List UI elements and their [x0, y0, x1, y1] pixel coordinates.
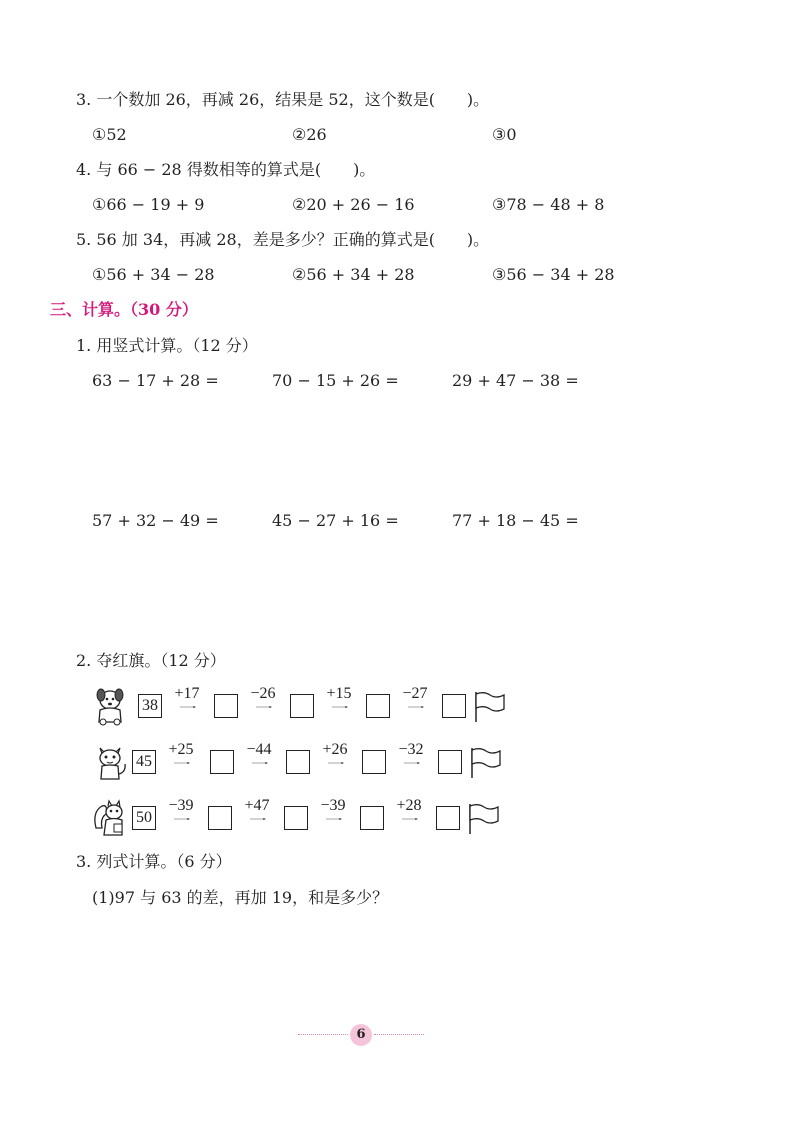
answer-box[interactable]: [214, 694, 238, 718]
q3-option-2: ②26: [292, 125, 327, 144]
vertical-calc-4: 57 + 32 − 49 =: [92, 511, 219, 530]
arrow-icon: [236, 762, 284, 764]
answer-box[interactable]: [208, 806, 232, 830]
q3-option-3: ③0: [492, 125, 517, 144]
arrow-icon: [158, 818, 206, 820]
arrow-icon: [316, 706, 364, 708]
chain-3-op-4: +28: [396, 797, 422, 814]
flag-icon: [466, 802, 500, 836]
q5-option-2: ②56 + 34 + 28: [292, 265, 415, 284]
flag-chain-3: [92, 798, 512, 838]
arrow-icon: [386, 818, 434, 820]
arrow-icon: [310, 818, 358, 820]
arrow-icon: [234, 818, 282, 820]
question-3-text: 3. 一个数加 26，再减 26，结果是 52，这个数是( )。: [76, 90, 490, 109]
chain-2-start-value: 45: [132, 750, 156, 774]
vertical-calc-2: 70 − 15 + 26 =: [272, 371, 399, 390]
question-4-text: 4. 与 66 − 28 得数相等的算式是( )。: [76, 160, 376, 179]
vertical-calc-3: 29 + 47 − 38 =: [452, 371, 579, 390]
answer-box[interactable]: [360, 806, 384, 830]
chain-1-op-3: +15: [326, 685, 352, 702]
dog-icon: [92, 686, 128, 726]
q5-option-3: ③56 − 34 + 28: [492, 265, 615, 284]
vertical-calc-5: 45 − 27 + 16 =: [272, 511, 399, 530]
answer-box[interactable]: [284, 806, 308, 830]
chain-3-op-1: −39: [168, 797, 194, 814]
answer-box[interactable]: [362, 750, 386, 774]
part-3-question-1: (1)97 与 63 的差，再加 19，和是多少？: [92, 888, 389, 907]
answer-box[interactable]: [286, 750, 310, 774]
chain-2-op-1: +25: [168, 741, 194, 758]
question-5-text: 5. 56 加 34，再减 28，差是多少？正确的算式是( )。: [76, 230, 490, 249]
flag-chain-1: [92, 686, 512, 726]
squirrel-icon: [92, 798, 128, 838]
chain-1-start-value: 38: [138, 694, 162, 718]
section-3-title: 三、计算。（30 分）: [50, 300, 198, 319]
answer-box[interactable]: [436, 806, 460, 830]
vertical-calc-6: 77 + 18 − 45 =: [452, 511, 579, 530]
chain-3-start-value: 50: [132, 806, 156, 830]
chain-3-op-3: −39: [320, 797, 346, 814]
answer-box[interactable]: [366, 694, 390, 718]
part-3-title: 3. 列式计算。（6 分）: [76, 852, 232, 871]
part-2-title: 2. 夺红旗。（12 分）: [76, 651, 226, 670]
part-1-title: 1. 用竖式计算。（12 分）: [76, 336, 258, 355]
page-number: 6: [350, 1024, 372, 1046]
vertical-calc-1: 63 − 17 + 28 =: [92, 371, 219, 390]
footer-divider-left: [298, 1034, 348, 1035]
arrow-icon: [158, 762, 206, 764]
cat-icon: [92, 742, 128, 782]
flag-chain-2: [92, 742, 512, 782]
answer-box[interactable]: [442, 694, 466, 718]
chain-1-op-1: +17: [174, 685, 200, 702]
answer-box[interactable]: [290, 694, 314, 718]
q4-option-1: ①66 − 19 + 9: [92, 195, 205, 214]
arrow-icon: [388, 762, 436, 764]
chain-2-op-2: −44: [246, 741, 272, 758]
footer-divider-right: [374, 1034, 424, 1035]
arrow-icon: [164, 706, 212, 708]
answer-box[interactable]: [438, 750, 462, 774]
arrow-icon: [312, 762, 360, 764]
q4-option-2: ②20 + 26 − 16: [292, 195, 415, 214]
arrow-icon: [392, 706, 440, 708]
flag-icon: [472, 690, 506, 724]
arrow-icon: [240, 706, 288, 708]
chain-1-op-4: −27: [402, 685, 428, 702]
chain-2-op-3: +26: [322, 741, 348, 758]
chain-3-op-2: +47: [244, 797, 270, 814]
q4-option-3: ③78 − 48 + 8: [492, 195, 605, 214]
answer-box[interactable]: [210, 750, 234, 774]
flag-icon: [468, 746, 502, 780]
q3-option-1: ①52: [92, 125, 127, 144]
chain-1-op-2: −26: [250, 685, 276, 702]
chain-2-op-4: −32: [398, 741, 424, 758]
q5-option-1: ①56 + 34 − 28: [92, 265, 215, 284]
